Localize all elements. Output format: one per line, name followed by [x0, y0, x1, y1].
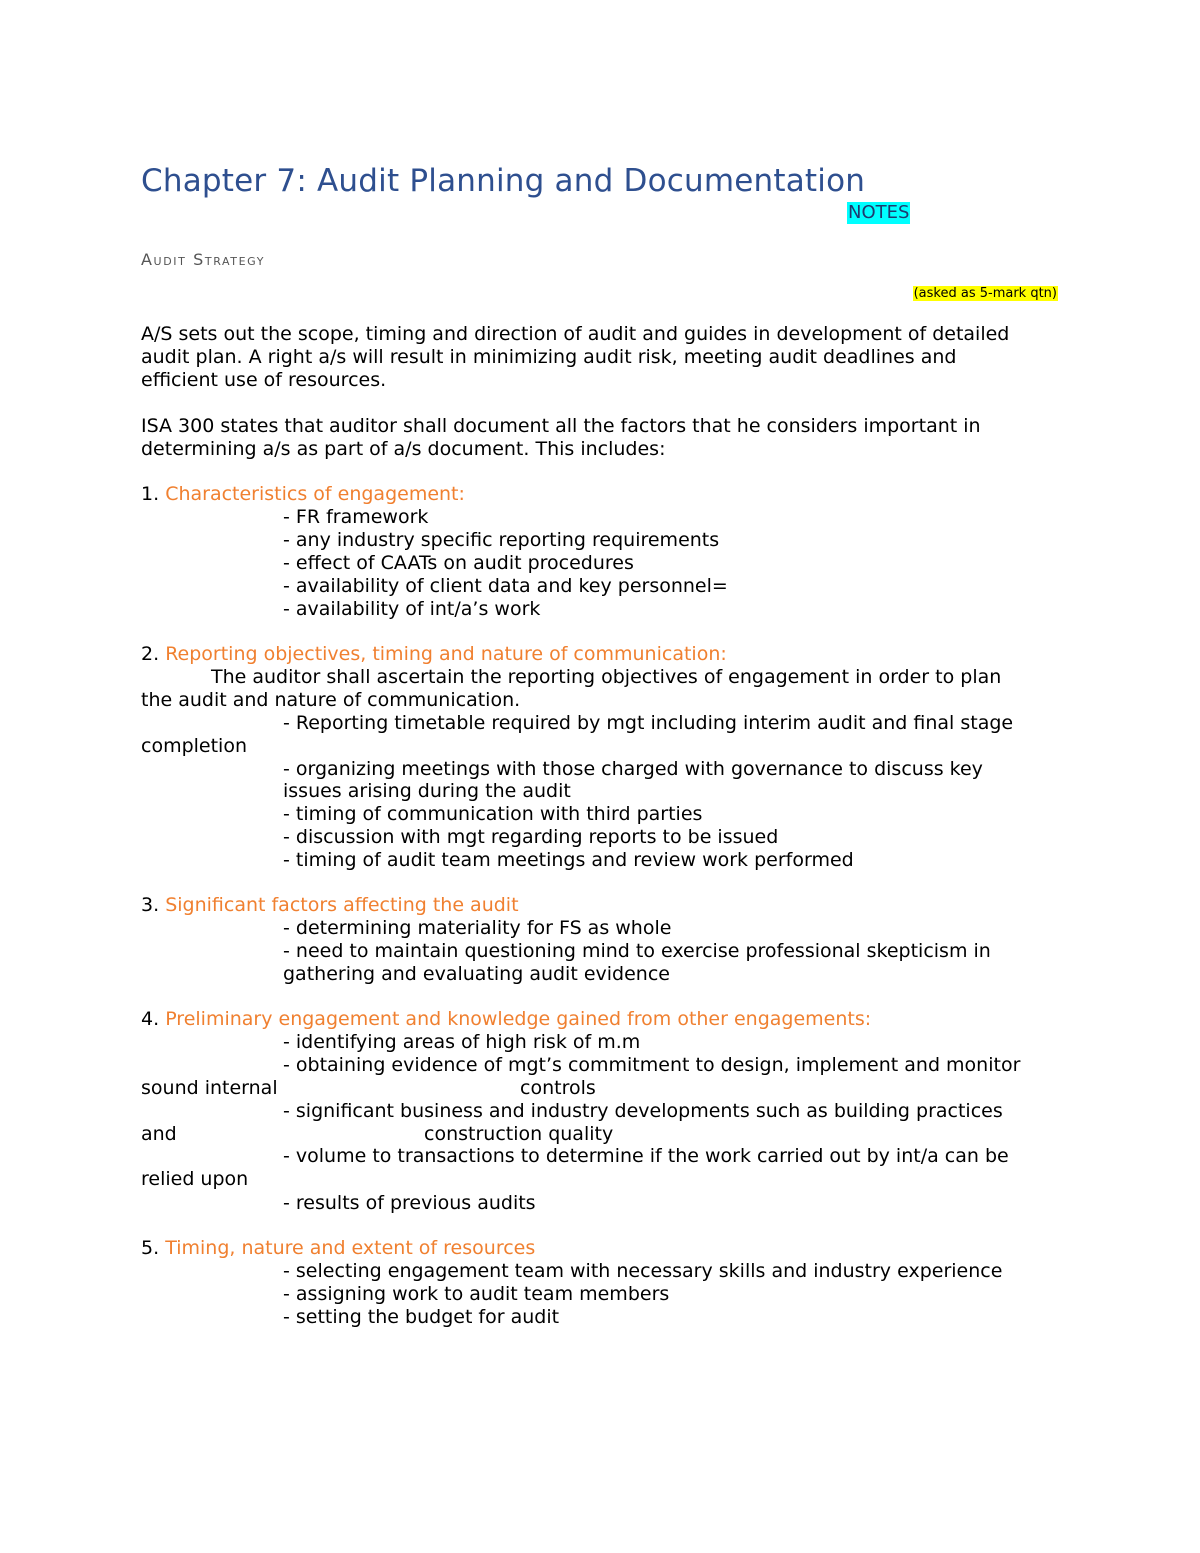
section-heading: Audit Strategy: [141, 250, 266, 269]
section-heading-5: [141, 1237, 535, 1260]
list-item: construction quality: [424, 1123, 614, 1145]
intro-line: audit plan. A right a/s will result in minimizing audit risk, meeting audit deadlines and: [141, 346, 957, 368]
list-item: controls: [520, 1077, 596, 1099]
list-item: relied upon: [141, 1168, 249, 1190]
list-item: - availability of client data and key personnel=: [283, 575, 728, 597]
list-item: - timing of communication with third parties: [283, 803, 703, 825]
list-item: - FR framework: [283, 506, 429, 528]
list-item: The auditor shall ascertain the reporting objectives of engagement in order to plan: [211, 666, 1002, 688]
list-item: - identifying areas of high risk of m.m: [283, 1031, 641, 1053]
section-title: Preliminary engagement and knowledge gained from other engagements:: [165, 1008, 872, 1030]
list-item: - any industry specific reporting requirements: [283, 529, 720, 551]
section-heading-3: [141, 894, 519, 917]
section-number: 5.: [141, 1237, 160, 1259]
intro-line: A/S sets out the scope, timing and direction of audit and guides in development of detailed: [141, 323, 1010, 345]
list-item: and: [141, 1123, 177, 1145]
list-item: - availability of int/a’s work: [283, 598, 541, 620]
list-item: - need to maintain questioning mind to exercise professional skepticism in: [283, 940, 991, 962]
section-title: Reporting objectives, timing and nature of communication:: [165, 643, 727, 665]
list-item: - results of previous audits: [283, 1192, 536, 1214]
list-item: - volume to transactions to determine if the work carried out by int/a can be: [283, 1145, 1009, 1167]
list-item: the audit and nature of communication.: [141, 689, 521, 711]
section-heading-2: [141, 643, 727, 666]
section-title: Timing, nature and extent of resources: [165, 1237, 536, 1259]
list-item: - discussion with mgt regarding reports to be issued: [283, 826, 779, 848]
intro-line: ISA 300 states that auditor shall document all the factors that he considers important in: [141, 415, 981, 437]
list-item: - selecting engagement team with necessary skills and industry experience: [283, 1260, 1003, 1282]
list-item: - significant business and industry developments such as building practices: [283, 1100, 1003, 1122]
page-title: Chapter 7: Audit Planning and Documentation: [141, 163, 866, 199]
list-item: - assigning work to audit team members: [283, 1283, 670, 1305]
list-item: issues arising during the audit: [283, 780, 571, 802]
section-title: Significant factors affecting the audit: [165, 894, 519, 916]
notes-label: NOTES: [848, 202, 910, 223]
list-item: completion: [141, 735, 248, 757]
list-item: - setting the budget for audit: [283, 1306, 560, 1328]
section-number: 1.: [141, 483, 160, 505]
section-number: 3.: [141, 894, 160, 916]
section-heading-1: [141, 483, 465, 506]
intro-line: efficient use of resources.: [141, 369, 387, 391]
list-item: gathering and evaluating audit evidence: [283, 963, 670, 985]
list-item: sound internal: [141, 1077, 278, 1099]
marks-note: (asked as 5-mark qtn): [913, 286, 1057, 301]
section-title: Characteristics of engagement:: [165, 483, 465, 505]
section-number: 2.: [141, 643, 160, 665]
section-number: 4.: [141, 1008, 160, 1030]
list-item: - timing of audit team meetings and review work performed: [283, 849, 854, 871]
list-item: - effect of CAATs on audit procedures: [283, 552, 634, 574]
intro-line: determining a/s as part of a/s document. This includes:: [141, 438, 666, 460]
list-item: - organizing meetings with those charged with governance to discuss key: [283, 758, 983, 780]
list-item: - Reporting timetable required by mgt including interim audit and final stage: [283, 712, 1014, 734]
list-item: - obtaining evidence of mgt’s commitment to design, implement and monitor: [283, 1054, 1021, 1076]
section-heading-4: [141, 1008, 871, 1031]
list-item: - determining materiality for FS as whole: [283, 917, 672, 939]
